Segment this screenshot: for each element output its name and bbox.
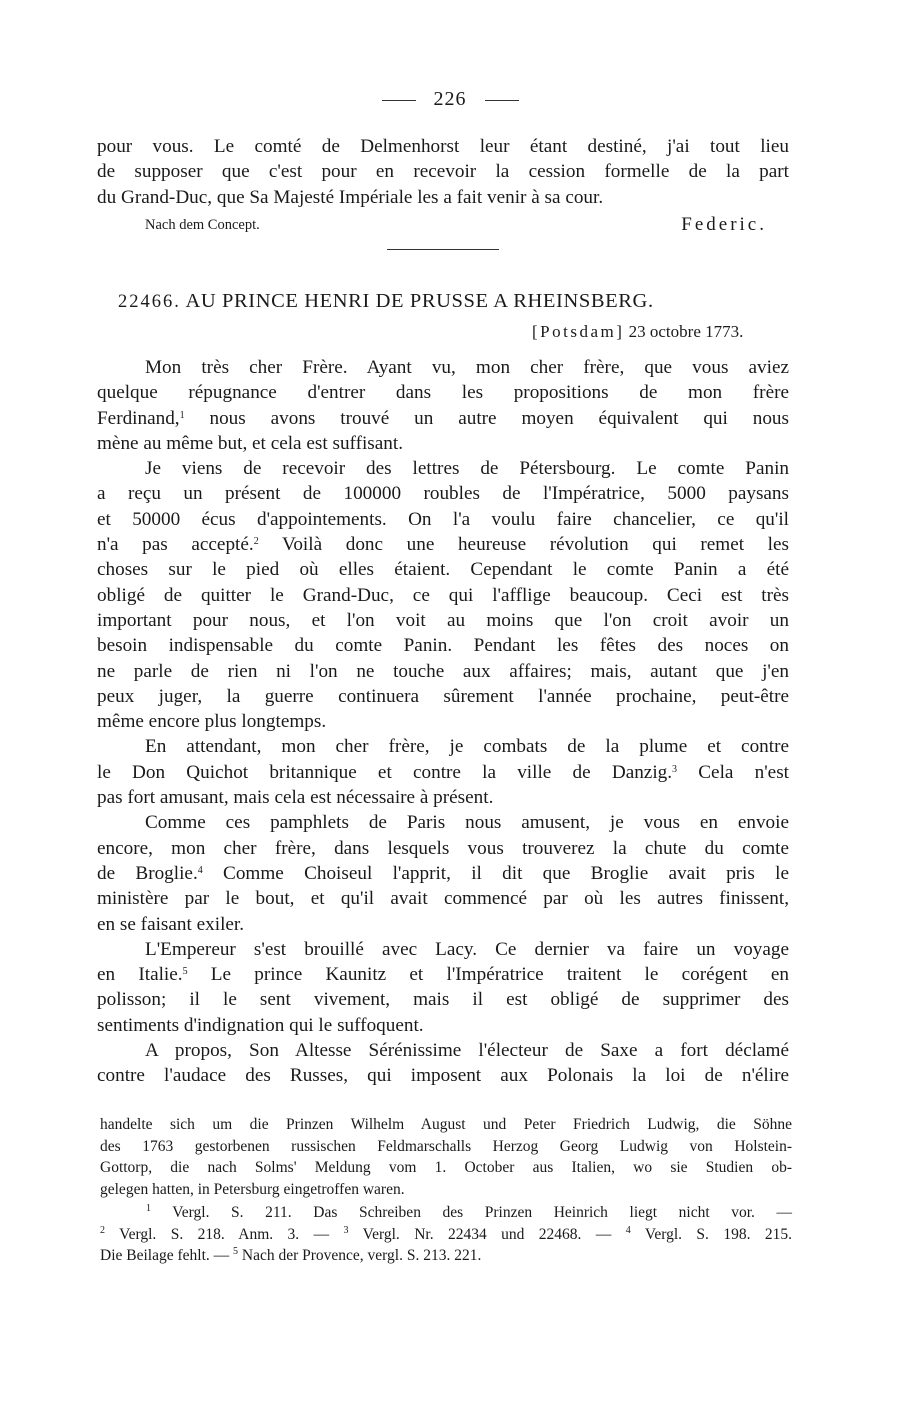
text-line: ministère par le bout, et qu'il avait commencé par où les autres finissent, [97,888,789,910]
footnote-ref: 4 [197,864,203,876]
letter-heading [118,290,768,313]
header-rule-left [382,100,416,101]
signature: Federic. [681,214,767,235]
text-line: et 50000 écus d'appointements. On l'a voulu faire chancelier, ce qu'il [97,508,789,530]
dateline [532,322,772,342]
text-line: En attendant, mon cher frère, je combats de la plume et contre [145,736,789,758]
text-line: de supposer que c'est pour en recevoir la cession formelle de la part [97,161,789,183]
text-line: ne parle de rien ni l'on ne touche aux affaires; mais, autant que j'en [97,660,789,682]
letter-number: 22466. [118,292,181,312]
text-line: polisson; il le sent vivement, mais il est obligé de supprimer des [97,989,789,1011]
page-header [0,88,900,111]
text-line: a reçu un présent de 100000 roubles de l'Impératrice, 5000 paysans [97,483,789,505]
footnote-line: handelte sich um die Prinzen Wilhelm August und Peter Friedrich Ludwig, die Söhne [100,1116,792,1133]
footnotes [100,1202,792,1267]
footnote-3: 3 [343,1224,349,1236]
footnote-line: gelegen hatten, in Petersburg eingetroffen waren. [100,1180,405,1198]
text-line: important pour nous, et l'on voit au moins que l'on croit avoir un [97,609,789,631]
letter-title: AU PRINCE HENRI DE PRUSSE A RHEINSBERG. [185,290,654,312]
text-line: Mon très cher Frère. Ayant vu, mon cher frère, que vous aviez [145,357,789,378]
text-line: quelque répugnance d'entrer dans les propositions de mon frère [97,382,789,404]
previous-letter-ending [97,134,789,210]
footnote-line: $^2$ Vergl. S. 218. Anm. 3. — $^3$ Vergl. Nr. 22434 und 22468. — $^4$ Vergl. S. 198. 215. [100,1224,792,1243]
text-line: choses sur le pied où elles étaient. Cependant le comte Panin a été [97,559,789,581]
text-line: A propos, Son Altesse Sérénissime l'électeur de Saxe a fort déclamé [145,1040,789,1062]
text-line: mène au même but, et cela est suffisant. [97,432,404,454]
text-line: n'a pas accepté.$^2$ Voilà donc une heureuse révolution qui remet les [97,534,789,556]
footnote-line: Die Beilage fehlt. — $^5$ Nach der Provence, vergl. S. 213. 221. [100,1246,482,1265]
text-line: L'Empereur s'est brouillé avec Lacy. Ce dernier va faire un voyage [145,938,789,960]
text-line: obligé de quitter le Grand-Duc, ce qui l'afflige beaucoup. Ceci est très [97,584,789,606]
header-rule-right [485,100,519,101]
text-line: Comme ces pamphlets de Paris nous amusent, je vous en envoie [145,812,789,834]
text-line: pour vous. Le comté de Delmenhorst leur étant destiné, j'ai tout lieu [97,136,789,157]
source-note: Nach dem Concept. [145,217,260,233]
footnote-4: 4 [625,1224,631,1236]
footnote-ref: 1 [179,409,185,421]
text-line: Ferdinand,$^1$ nous avons trouvé un autre moyen équivalent qui nous [97,407,789,429]
text-line: en Italie.$^5$ Le prince Kaunitz et l'Impératrice traitent le corégent en [97,964,789,986]
letter-date: 23 octobre 1773. [628,322,744,341]
footnote-5: 5 [233,1246,238,1258]
letter-body [97,355,789,1089]
text-line: de Broglie.$^4$ Comme Choiseul l'apprit, il dit que Broglie avait pris le [97,862,789,884]
text-line: en se faisant exiler. [97,913,245,935]
text-line: sentiments d'indignation qui le suffoquent. [97,1014,424,1036]
footnote-ref: 5 [182,966,188,978]
date-place: [Potsdam] [532,322,625,341]
text-line: même encore plus longtemps. [97,711,327,733]
footnote-ref: 3 [672,763,678,775]
text-line: du Grand-Duc, que Sa Majesté Impériale les a fait venir à sa cour. [97,186,604,208]
text-line: encore, mon cher frère, dans lesquels vous trouverez la chute du comte [97,837,789,859]
footnote-line: des 1763 gestorbenen russischen Feldmarschalls Herzog Georg Ludwig von Holstein- [100,1137,792,1155]
text-line: pas fort amusant, mais cela est nécessaire à présent. [97,787,494,809]
text-line: besoin indispensable du comte Panin. Pendant les fêtes des noces on [97,635,789,657]
footnotes-continuation [100,1114,792,1200]
text-line: Je viens de recevoir des lettres de Pétersbourg. Le comte Panin [145,458,789,480]
footnote-2: 2 [100,1224,105,1236]
section-divider [387,249,499,250]
text-line: peux juger, la guerre continuera sûrement l'année prochaine, peut-être [97,685,789,707]
page-number: 226 [433,88,467,110]
footnote-1: $^1$ Vergl. S. 211. Das Schreiben des Prinzen Heinrich liegt nicht vor. — [146,1203,792,1221]
text-line: contre l'audace des Russes, qui imposent aux Polonais la loi de n'élire [97,1065,789,1087]
footnote-line: Gottorp, die nach Solms' Meldung vom 1. October aus Italien, wo sie Studien ob- [100,1159,792,1177]
text-line: le Don Quichot britannique et contre la ville de Danzig.$^3$ Cela n'est [97,761,789,783]
footnote-ref: 2 [253,536,259,548]
